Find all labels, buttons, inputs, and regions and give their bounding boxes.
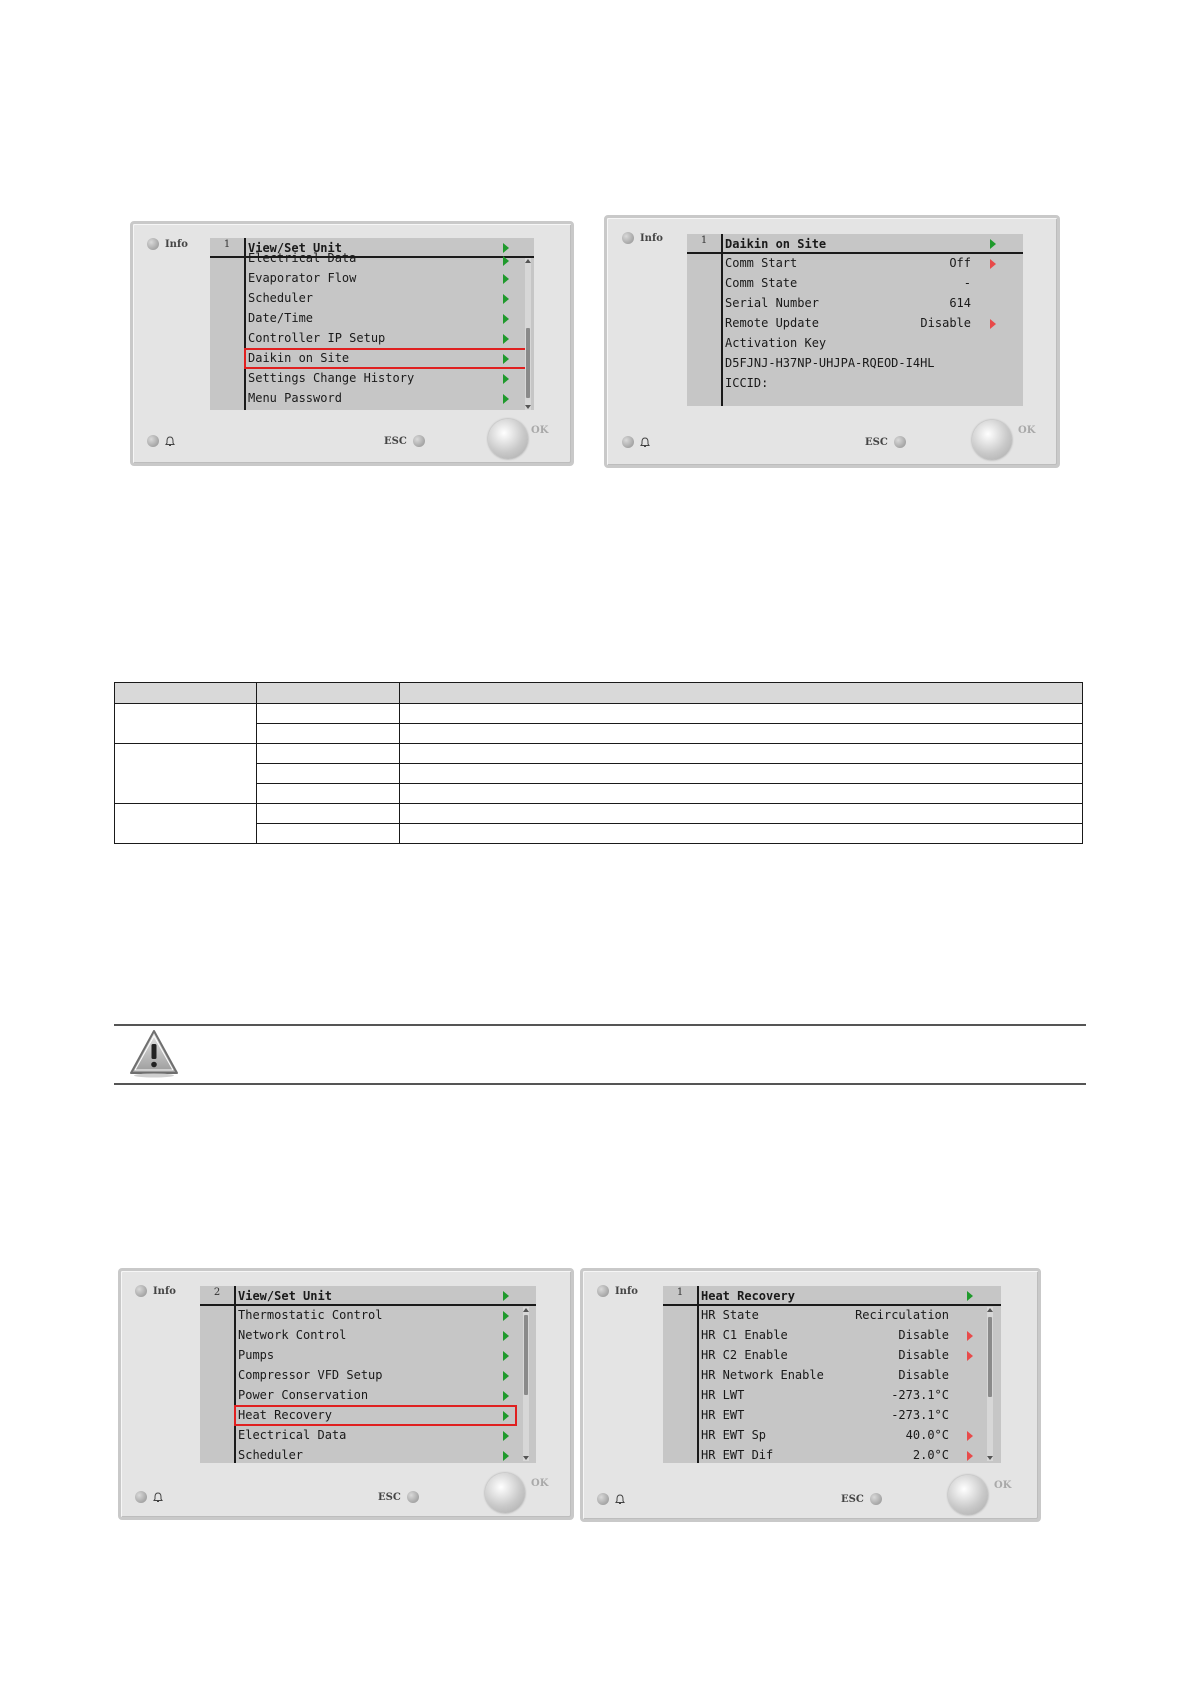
edit-arrow-icon[interactable] [990, 319, 996, 329]
selection-highlight [244, 348, 531, 369]
param-value: Disable [898, 1348, 949, 1362]
bell-icon [153, 1492, 163, 1502]
scroll-thumb[interactable] [988, 1317, 992, 1397]
ok-label: OK [531, 425, 549, 436]
controller-panel-2 [604, 215, 1060, 468]
alarm-button-dot [597, 1493, 609, 1505]
edit-arrow-icon[interactable] [967, 1331, 973, 1341]
table-cell [257, 764, 400, 784]
warning-bottom-rule [114, 1083, 1086, 1085]
menu-item-scheduler[interactable]: Scheduler [248, 291, 314, 305]
param-serial-number: Serial Number [725, 296, 819, 310]
esc-button[interactable] [384, 435, 425, 447]
page-number: 1 [700, 235, 708, 246]
controller-panel-3 [118, 1268, 574, 1520]
table-cell [400, 704, 1083, 724]
alarm-button[interactable] [597, 1493, 625, 1505]
table-cell [257, 784, 400, 804]
controller-panel-1 [130, 221, 574, 466]
scroll-thumb[interactable] [526, 328, 530, 398]
table-cell [257, 804, 400, 824]
param-hr-lwt: HR LWT [701, 1388, 745, 1402]
menu-arrow-icon [503, 274, 509, 284]
controller-panel-4 [580, 1268, 1041, 1522]
menu-item-thermostatic-control[interactable]: Thermostatic Control [238, 1308, 383, 1322]
info-label: Info [615, 1285, 638, 1297]
scroll-up-icon [987, 1308, 993, 1312]
esc-button[interactable] [841, 1493, 882, 1505]
param-hr-c1-enable[interactable]: HR C1 Enable [701, 1328, 788, 1342]
screen-title: View/Set Unit [238, 1289, 332, 1303]
param-value: Recirculation [855, 1308, 949, 1322]
menu-item-pumps[interactable]: Pumps [238, 1348, 275, 1362]
table-row [115, 744, 1083, 764]
empty-table [114, 682, 1083, 844]
table-row [115, 824, 1083, 844]
esc-button[interactable] [378, 1491, 419, 1503]
scrollbar[interactable] [523, 1307, 529, 1461]
scroll-down-icon [523, 1456, 529, 1460]
screen-title: Daikin on Site [725, 237, 827, 251]
table-header-cell [115, 683, 257, 704]
lcd-screen [663, 1286, 1001, 1463]
param-value: Disable [898, 1328, 949, 1342]
table-cell [400, 724, 1083, 744]
param-hr-ewt-dif[interactable]: HR EWT Dif [701, 1448, 774, 1462]
ok-knob[interactable] [488, 419, 528, 459]
menu-item-evaporator-flow[interactable]: Evaporator Flow [248, 271, 357, 285]
menu-arrow-icon [503, 256, 509, 266]
ok-knob[interactable] [972, 420, 1012, 460]
info-button[interactable] [135, 1285, 176, 1297]
menu-arrow-icon [503, 374, 509, 384]
param-activation-key: Activation Key [725, 336, 827, 350]
table-header-cell [400, 683, 1083, 704]
menu-arrow-icon [503, 334, 509, 344]
ok-label: OK [994, 1480, 1012, 1491]
esc-label: ESC [378, 1491, 401, 1503]
esc-label: ESC [865, 436, 888, 448]
lcd-screen [200, 1286, 536, 1463]
info-label: Info [165, 238, 188, 250]
menu-item-menu-password[interactable]: Menu Password [248, 391, 342, 405]
page-number: 2 [213, 1287, 221, 1298]
param-value: 614 [949, 296, 971, 310]
scroll-down-icon [525, 405, 531, 409]
table-row [115, 704, 1083, 724]
alarm-button[interactable] [135, 1491, 163, 1503]
param-remote-update[interactable]: Remote Update [725, 316, 819, 330]
menu-arrow-icon [503, 294, 509, 304]
param-value: -273.1°C [891, 1408, 949, 1422]
menu-item-controller-ip-setup[interactable]: Controller IP Setup [248, 331, 386, 345]
param-value: Disable [898, 1368, 949, 1382]
info-button[interactable] [147, 238, 188, 250]
menu-item-electrical-data[interactable]: Electrical Data [248, 251, 357, 265]
activation-key-value: D5FJNJ-H37NP-UHJPA-RQEOD-I4HL [725, 356, 935, 370]
param-comm-state: Comm State [725, 276, 798, 290]
ok-knob[interactable] [948, 1475, 988, 1515]
menu-arrow-icon [503, 1431, 509, 1441]
esc-label: ESC [841, 1493, 864, 1505]
menu-arrow-icon [503, 1351, 509, 1361]
table-cell [115, 804, 257, 844]
info-button[interactable] [597, 1285, 638, 1297]
table-cell [257, 704, 400, 724]
info-label: Info [153, 1285, 176, 1297]
esc-label: ESC [384, 435, 407, 447]
param-hr-ewt-sp[interactable]: HR EWT Sp [701, 1428, 767, 1442]
menu-item-scheduler[interactable]: Scheduler [238, 1448, 304, 1462]
table-cell [257, 744, 400, 764]
page-number: 1 [676, 1287, 684, 1298]
param-hr-ewt: HR EWT [701, 1408, 745, 1422]
esc-button[interactable] [865, 436, 906, 448]
menu-item-power-conservation[interactable]: Power Conservation [238, 1388, 369, 1402]
param-hr-network-enable: HR Network Enable [701, 1368, 824, 1382]
table-cell [400, 784, 1083, 804]
param-value: Off [949, 256, 971, 270]
screen-divider-vertical [697, 1286, 699, 1463]
param-value: Disable [920, 316, 971, 330]
param-value: 2.0°C [912, 1448, 949, 1462]
screen-divider-vertical [244, 238, 246, 410]
title-arrow-icon [990, 239, 996, 249]
bell-icon [165, 436, 175, 446]
param-value: 40.0°C [905, 1428, 949, 1442]
table-row [115, 784, 1083, 804]
scroll-up-icon [525, 259, 531, 263]
menu-item-heat-recovery[interactable]: Heat Recovery [238, 1408, 332, 1422]
menu-item-date-time[interactable]: Date/Time [248, 311, 314, 325]
scroll-up-icon [523, 1308, 529, 1312]
scroll-down-icon [987, 1456, 993, 1460]
title-arrow-icon [503, 1291, 509, 1301]
bell-icon [640, 437, 650, 447]
screen-title: View/Set Unit [248, 241, 342, 255]
esc-button-dot [870, 1493, 882, 1505]
table-row [115, 764, 1083, 784]
screen-title: Heat Recovery [701, 1289, 795, 1303]
table-cell [400, 804, 1083, 824]
table-header-row [115, 683, 1083, 704]
edit-arrow-icon[interactable] [967, 1451, 973, 1461]
table-row [115, 804, 1083, 824]
menu-arrow-icon [503, 394, 509, 404]
menu-arrow-icon [503, 1331, 509, 1341]
table-cell [115, 744, 257, 804]
screen-divider-vertical [721, 234, 723, 406]
alarm-button[interactable] [622, 436, 650, 448]
menu-item-network-control[interactable]: Network Control [238, 1328, 347, 1342]
param-comm-start[interactable]: Comm Start [725, 256, 798, 270]
info-button-dot [135, 1285, 147, 1297]
warning-icon [128, 1028, 180, 1078]
table-cell [115, 704, 257, 744]
alarm-button-dot [622, 436, 634, 448]
info-label: Info [640, 232, 663, 244]
param-value: -273.1°C [891, 1388, 949, 1402]
table-cell [400, 764, 1083, 784]
menu-arrow-icon [503, 1451, 509, 1461]
param-hr-state: HR State [701, 1308, 759, 1322]
menu-arrow-icon [503, 1371, 509, 1381]
scrollbar[interactable] [525, 258, 531, 410]
alarm-button-dot [147, 435, 159, 447]
page-number: 1 [223, 239, 231, 250]
menu-item-electrical-data[interactable]: Electrical Data [238, 1428, 347, 1442]
table-cell [400, 824, 1083, 844]
table-cell [257, 824, 400, 844]
table-header-cell [257, 683, 400, 704]
info-button-dot [147, 238, 159, 250]
warning-top-rule [114, 1024, 1086, 1026]
esc-button-dot [407, 1491, 419, 1503]
esc-button-dot [894, 436, 906, 448]
edit-arrow-icon[interactable] [990, 259, 996, 269]
param-hr-c2-enable[interactable]: HR C2 Enable [701, 1348, 788, 1362]
lcd-screen [687, 234, 1023, 406]
menu-arrow-icon [503, 314, 509, 324]
info-button[interactable] [622, 232, 663, 244]
screen-divider-vertical [234, 1286, 236, 1463]
table-row [115, 724, 1083, 744]
bell-icon [615, 1494, 625, 1504]
edit-arrow-icon[interactable] [967, 1351, 973, 1361]
info-button-dot [622, 232, 634, 244]
scrollbar[interactable] [987, 1307, 993, 1461]
menu-arrow-icon [503, 1311, 509, 1321]
selection-highlight [234, 1405, 517, 1426]
info-button-dot [597, 1285, 609, 1297]
param-value: - [963, 276, 971, 290]
ok-knob[interactable] [485, 1473, 525, 1513]
lcd-screen [210, 238, 534, 410]
menu-arrow-icon [503, 1391, 509, 1401]
esc-button-dot [413, 435, 425, 447]
ok-label: OK [1018, 425, 1036, 436]
param-iccid: ICCID: [725, 376, 769, 390]
alarm-button[interactable] [147, 435, 175, 447]
menu-item-daikin-on-site[interactable]: Daikin on Site [248, 351, 350, 365]
edit-arrow-icon[interactable] [967, 1431, 973, 1441]
table-cell [400, 744, 1083, 764]
title-arrow-icon [967, 1291, 973, 1301]
menu-item-compressor-vfd-setup[interactable]: Compressor VFD Setup [238, 1368, 383, 1382]
ok-label: OK [531, 1478, 549, 1489]
title-arrow-icon [503, 243, 509, 253]
scroll-thumb[interactable] [524, 1315, 528, 1395]
alarm-button-dot [135, 1491, 147, 1503]
table-cell [257, 724, 400, 744]
menu-item-settings-change-history[interactable]: Settings Change History [248, 371, 415, 385]
